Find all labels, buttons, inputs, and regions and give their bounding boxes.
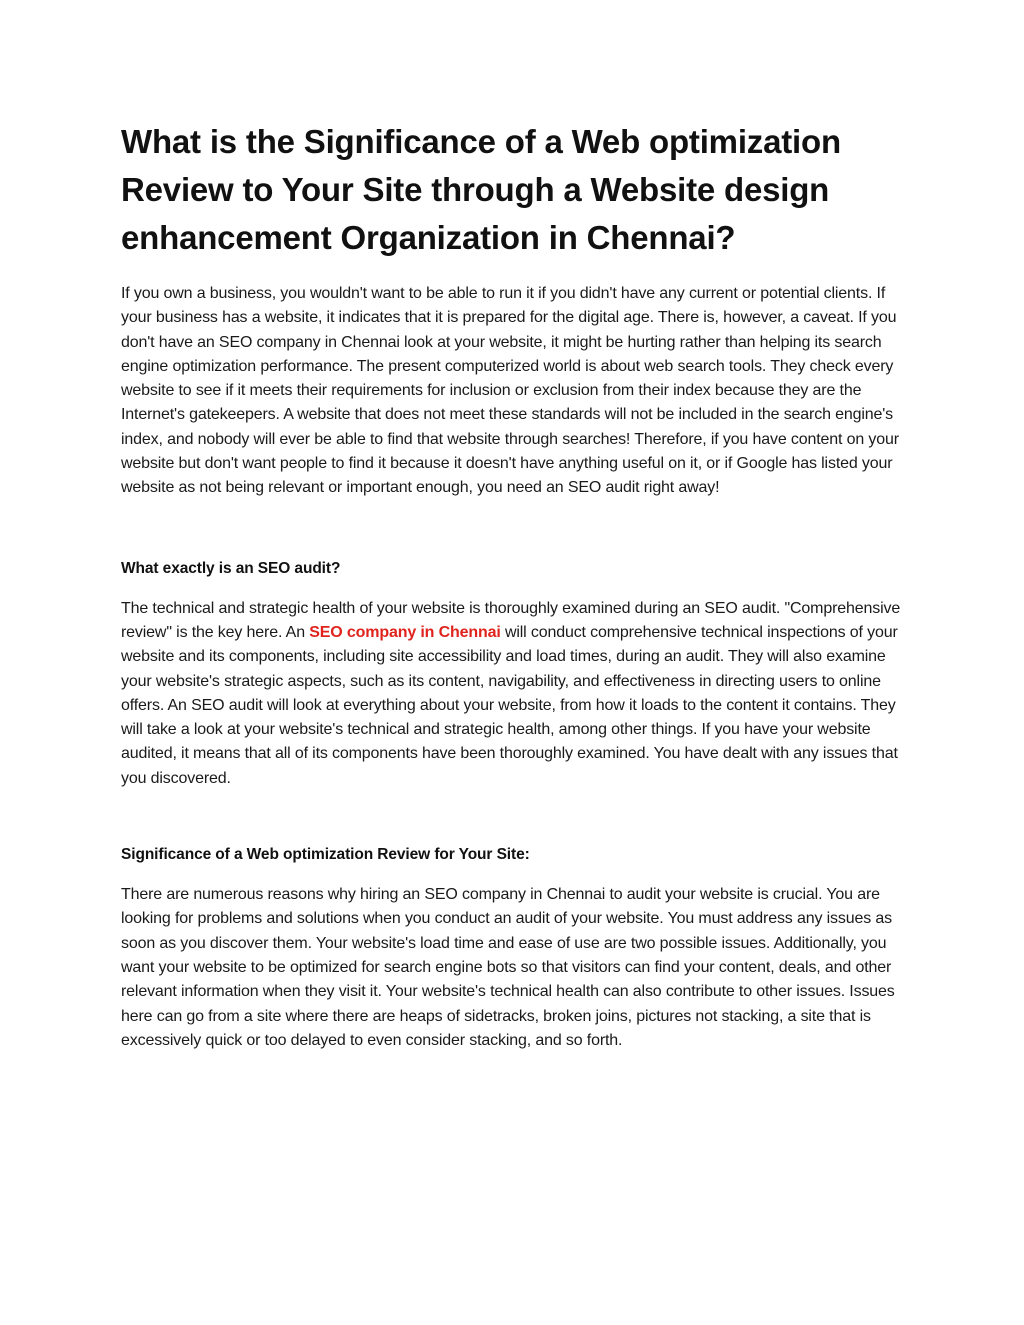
seo-audit-paragraph [121,597,907,791]
seo-audit-text-end: will conduct comprehensive technical inspections of your website and its components, including site accessibility and load times, during an audit. They will also examine your website's strategic aspects, such as its content, navigability, and effectiveness in directing users to online offers. An SEO audit will look at everything about your website, from how it loads to the content it contains. They will take a look at your website's technical and strategic health, among other things. If you have your website audited, it means that all of its components have been thoroughly examined. You have dealt with any issues that you discovered. [121,623,898,787]
document-page [121,118,907,1053]
section-heading-significance: Significance of a Web optimization Review for Your Site: [121,846,530,864]
section-heading-seo-audit: What exactly is an SEO audit? [121,559,341,577]
page-title: What is the Significance of a Web optimization Review to Your Site through a Website design enhancement Organization in Chennai? [121,123,841,256]
seo-audit-text-start: The technical and strategic health of your website is thoroughly examined during an SEO audit. "Comprehensive review" is the key here. An [121,599,901,641]
seo-company-link[interactable]: SEO company in Chennai [309,623,501,641]
intro-paragraph: If you own a business, you wouldn't want to be able to run it if you didn't have any current or potential clients. If your business has a website, it indicates that it is prepared for the digital age. There is, however, a caveat. If you don't have an SEO company in Chennai look at your website, it might be hurting rather than helping its search engine optimization performance. The present computerized world is about web search tools. They check every website to see if it meets their requirements for inclusion or exclusion from their index because they are the Internet's gatekeepers. A website that does not meet these standards will not be included in the search engine's index, and nobody will ever be able to find that website through searches! Therefore, if you have content on your website but don't want people to find it because it doesn't have anything useful on it, or if Google has listed your website as not being relevant or important enough, you need an SEO audit right away! [121,285,899,497]
significance-paragraph: There are numerous reasons why hiring an SEO company in Chennai to audit your website is crucial. You are looking for problems and solutions when you conduct an audit of your website. You must address any issues as soon as you discover them. Your website's load time and ease of use are two possible issues. Additionally, you want your website to be optimized for search engine bots so that visitors can find your content, deals, and other relevant information when they visit it. Your website's technical health can also contribute to other issues. Issues here can go from a site where there are heaps of sidetracks, broken joins, pictures not stacking, a site that is excessively quick or too delayed to even consider stacking, and so forth. [121,886,895,1049]
